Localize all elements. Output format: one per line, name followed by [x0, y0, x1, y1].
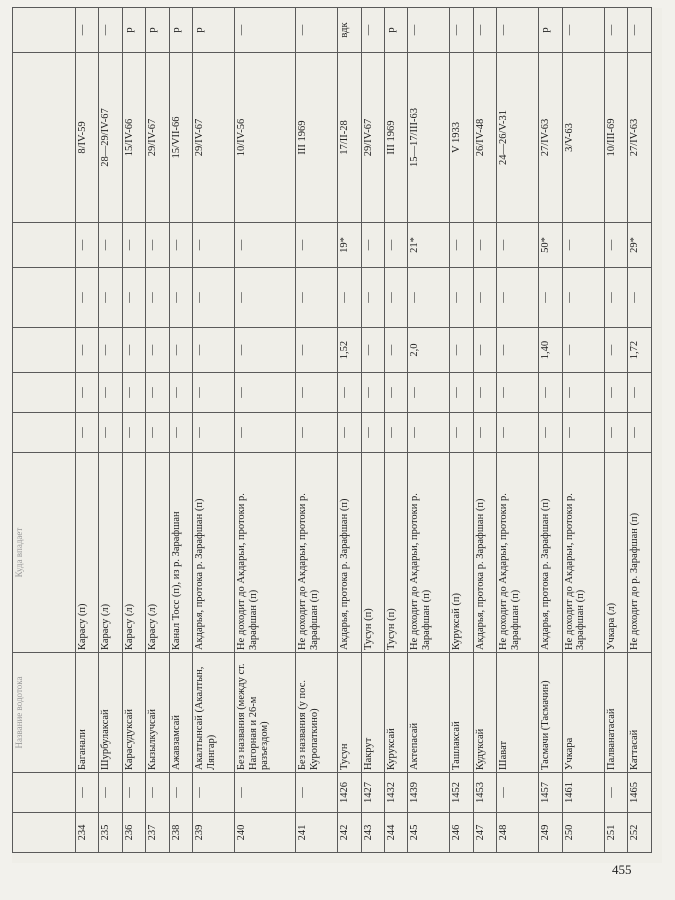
cell-c6: —	[539, 373, 562, 413]
cell-no: 236	[122, 813, 145, 853]
cell-no: 240	[235, 813, 296, 853]
cell-code: 1427	[361, 773, 384, 813]
cell-c6: —	[296, 373, 338, 413]
cell-c8: —	[338, 268, 361, 328]
cell-dates: 3/V-63	[562, 53, 604, 223]
cell-c9: —	[604, 223, 627, 268]
cell-where: Тусун (п)	[361, 453, 384, 653]
header-cell: Название водотока	[13, 653, 76, 773]
table-row	[99, 8, 122, 853]
cell-name: Ажавзамсай	[169, 653, 192, 773]
cell-dates: 15/VII-66	[169, 53, 192, 223]
cell-code: —	[76, 773, 99, 813]
cell-name: Каттасай	[628, 653, 652, 773]
cell-no: 238	[169, 813, 192, 853]
cell-c6: —	[338, 373, 361, 413]
cell-mark: р	[146, 8, 169, 53]
cell-c5: —	[235, 413, 296, 453]
table-row	[408, 8, 450, 853]
cell-dates: 15/IV-66	[122, 53, 145, 223]
table-row	[235, 8, 296, 853]
cell-no: 247	[473, 813, 496, 853]
cell-c6: —	[99, 373, 122, 413]
cell-c8: —	[384, 268, 407, 328]
cell-c9: 50*	[539, 223, 562, 268]
cell-dates: III 1969	[384, 53, 407, 223]
cell-code: 1432	[384, 773, 407, 813]
cell-no: 235	[99, 813, 122, 853]
cell-c5: —	[628, 413, 652, 453]
cell-c8: —	[408, 268, 450, 328]
table-row	[604, 8, 627, 853]
cell-c7: 2,0	[408, 328, 450, 373]
cell-c7: 1,40	[539, 328, 562, 373]
document-page	[12, 8, 662, 863]
cell-code: 1452	[450, 773, 473, 813]
cell-name: Актепасай	[408, 653, 450, 773]
table-header-row	[13, 8, 76, 853]
cell-c8: —	[146, 268, 169, 328]
cell-c9: —	[384, 223, 407, 268]
cell-c9: —	[122, 223, 145, 268]
cell-c6: —	[76, 373, 99, 413]
cell-c9: —	[497, 223, 539, 268]
cell-c6: —	[384, 373, 407, 413]
cell-c5: —	[146, 413, 169, 453]
table-row	[169, 8, 192, 853]
table-row	[450, 8, 473, 853]
cell-c8: —	[628, 268, 652, 328]
cell-mark: р	[169, 8, 192, 53]
cell-dates: 26/IV-48	[473, 53, 496, 223]
cell-c7: —	[76, 328, 99, 373]
cell-c9: —	[169, 223, 192, 268]
cell-c5: —	[604, 413, 627, 453]
cell-c8: —	[497, 268, 539, 328]
cell-c5: —	[338, 413, 361, 453]
header-cell	[13, 413, 76, 453]
cell-name: Кызылкучсай	[146, 653, 169, 773]
cell-c6: —	[193, 373, 235, 413]
cell-name: Кудуксай	[473, 653, 496, 773]
cell-where: Не доходит до Акдарьи, протоки р. Зарафшан (п)	[497, 453, 539, 653]
cell-c5: —	[169, 413, 192, 453]
cell-c6: —	[169, 373, 192, 413]
cell-c7: 1,52	[338, 328, 361, 373]
cell-where: Карасу (п)	[76, 453, 99, 653]
cell-mark: —	[450, 8, 473, 53]
cell-dates: 28—29/IV-67	[99, 53, 122, 223]
table-row	[384, 8, 407, 853]
cell-c9: —	[146, 223, 169, 268]
cell-mark: —	[628, 8, 652, 53]
cell-name: Карасудуксай	[122, 653, 145, 773]
header-cell	[13, 328, 76, 373]
header-cell	[13, 8, 76, 53]
cell-c7: —	[604, 328, 627, 373]
cell-where: Не доходит до Акдарьи, протоки р. Зарафшан (п)	[562, 453, 604, 653]
cell-no: 249	[539, 813, 562, 853]
cell-c5: —	[408, 413, 450, 453]
cell-mark: —	[361, 8, 384, 53]
header-cell	[13, 813, 76, 853]
cell-c5: —	[384, 413, 407, 453]
cell-c7: —	[169, 328, 192, 373]
cell-where: Акдарья, протока р. Зарафшан (п)	[473, 453, 496, 653]
cell-name: Тусун	[338, 653, 361, 773]
cell-c9: —	[450, 223, 473, 268]
cell-mark: р	[193, 8, 235, 53]
cell-name: Палванатасай	[604, 653, 627, 773]
header-cell	[13, 268, 76, 328]
cell-no: 243	[361, 813, 384, 853]
cell-c7: —	[473, 328, 496, 373]
cell-c6: —	[235, 373, 296, 413]
cell-code: 1453	[473, 773, 496, 813]
cell-no: 250	[562, 813, 604, 853]
table-row	[122, 8, 145, 853]
cell-c6: —	[408, 373, 450, 413]
cell-dates: 24—26/V-31	[497, 53, 539, 223]
cell-no: 248	[497, 813, 539, 853]
cell-code: —	[169, 773, 192, 813]
cell-mark: —	[235, 8, 296, 53]
cell-c7: 1,72	[628, 328, 652, 373]
cell-dates: 17/II-28	[338, 53, 361, 223]
table-row	[473, 8, 496, 853]
cell-c8: —	[76, 268, 99, 328]
cell-dates: V 1933	[450, 53, 473, 223]
cell-c5: —	[562, 413, 604, 453]
cell-code: —	[193, 773, 235, 813]
cell-where: Карасу (л)	[99, 453, 122, 653]
cell-code: 1461	[562, 773, 604, 813]
cell-c9: —	[361, 223, 384, 268]
cell-mark: вдк	[338, 8, 361, 53]
cell-c9: 29*	[628, 223, 652, 268]
cell-c6: —	[450, 373, 473, 413]
table-row	[193, 8, 235, 853]
cell-name: Акалтынсай (Акалтын, Лянгар)	[193, 653, 235, 773]
cell-c7: —	[384, 328, 407, 373]
cell-no: 252	[628, 813, 652, 853]
cell-c6: —	[628, 373, 652, 413]
cell-c8: —	[99, 268, 122, 328]
cell-mark: р	[384, 8, 407, 53]
cell-c8: —	[122, 268, 145, 328]
header-cell	[13, 773, 76, 813]
cell-where: Канал Тосс (п), из р. Зарафшан	[169, 453, 192, 653]
cell-c8: —	[193, 268, 235, 328]
cell-name: Без названия (у пос. Куропаткино)	[296, 653, 338, 773]
cell-c7: —	[361, 328, 384, 373]
cell-code: —	[497, 773, 539, 813]
cell-mark: р	[539, 8, 562, 53]
cell-name: Тасмачи (Тасмачин)	[539, 653, 562, 773]
cell-c9: —	[99, 223, 122, 268]
cell-c7: —	[146, 328, 169, 373]
cell-dates: 8/IV-59	[76, 53, 99, 223]
cell-c7: —	[296, 328, 338, 373]
cell-mark: —	[497, 8, 539, 53]
cell-no: 234	[76, 813, 99, 853]
table-row	[146, 8, 169, 853]
header-cell	[13, 373, 76, 413]
cell-where: Акдарья, протока р. Зарафшан (п)	[338, 453, 361, 653]
cell-c8: —	[604, 268, 627, 328]
cell-code: —	[235, 773, 296, 813]
cell-c6: —	[361, 373, 384, 413]
cell-name: Ташлаксай	[450, 653, 473, 773]
cell-where: Карасу (л)	[146, 453, 169, 653]
cell-where: Не доходит до р. Зарафшан (п)	[628, 453, 652, 653]
cell-code: 1426	[338, 773, 361, 813]
cell-dates: 29/IV-67	[361, 53, 384, 223]
cell-c7: —	[122, 328, 145, 373]
cell-where: Не доходит до Акдарьи, протоки р. Зарафшан (п)	[296, 453, 338, 653]
cell-code: 1457	[539, 773, 562, 813]
cell-code: —	[604, 773, 627, 813]
cell-c7: —	[235, 328, 296, 373]
cell-dates: 29/IV-67	[193, 53, 235, 223]
table-row	[539, 8, 562, 853]
cell-c5: —	[193, 413, 235, 453]
cell-dates: 10/III-69	[604, 53, 627, 223]
cell-c8: —	[562, 268, 604, 328]
cell-c5: —	[361, 413, 384, 453]
cell-c6: —	[473, 373, 496, 413]
cell-dates: 27/IV-63	[628, 53, 652, 223]
table-row	[76, 8, 99, 853]
cell-c5: —	[497, 413, 539, 453]
cell-c9: —	[296, 223, 338, 268]
header-cell: Куда впадает	[13, 453, 76, 653]
cell-c9: 19*	[338, 223, 361, 268]
cell-mark: р	[122, 8, 145, 53]
cell-c8: —	[473, 268, 496, 328]
table-row	[562, 8, 604, 853]
cell-c6: —	[497, 373, 539, 413]
rotated-table-container	[12, 8, 652, 853]
cell-where: Тусун (п)	[384, 453, 407, 653]
cell-c5: —	[450, 413, 473, 453]
cell-dates: 15—17/III-63	[408, 53, 450, 223]
cell-c7: —	[450, 328, 473, 373]
cell-c9: 21*	[408, 223, 450, 268]
cell-where: Учкара (л)	[604, 453, 627, 653]
cell-c8: —	[539, 268, 562, 328]
cell-where: Не доходит до Акдарьи, протоки р. Зарафшан (п)	[235, 453, 296, 653]
cell-c9: —	[76, 223, 99, 268]
cell-c8: —	[296, 268, 338, 328]
cell-c7: —	[99, 328, 122, 373]
cell-mark: —	[76, 8, 99, 53]
cell-no: 251	[604, 813, 627, 853]
table-row	[338, 8, 361, 853]
cell-c5: —	[539, 413, 562, 453]
cell-where: Акдарья, протока р. Зарафшан (п)	[193, 453, 235, 653]
cell-name: Без названия (между ст. Нагорная и 26-м разъездом)	[235, 653, 296, 773]
cell-name: Шурбулаксай	[99, 653, 122, 773]
cell-where: Карасу (л)	[122, 453, 145, 653]
cell-name: Шават	[497, 653, 539, 773]
table-row	[361, 8, 384, 853]
cell-c5: —	[99, 413, 122, 453]
cell-c6: —	[122, 373, 145, 413]
cell-c7: —	[497, 328, 539, 373]
header-cell	[13, 53, 76, 223]
cell-code: —	[99, 773, 122, 813]
header-cell	[13, 223, 76, 268]
cell-where: Куруксай (п)	[450, 453, 473, 653]
cell-c6: —	[146, 373, 169, 413]
cell-no: 237	[146, 813, 169, 853]
cell-dates: 10/IV-56	[235, 53, 296, 223]
cell-c9: —	[562, 223, 604, 268]
cell-c8: —	[361, 268, 384, 328]
cell-no: 239	[193, 813, 235, 853]
cell-no: 245	[408, 813, 450, 853]
cell-no: 242	[338, 813, 361, 853]
table-row	[296, 8, 338, 853]
cell-code: —	[122, 773, 145, 813]
cell-no: 244	[384, 813, 407, 853]
cell-code: —	[296, 773, 338, 813]
cell-c8: —	[169, 268, 192, 328]
cell-no: 246	[450, 813, 473, 853]
table-row	[497, 8, 539, 853]
cell-where: Акдарья, протока р. Зарафшан (п)	[539, 453, 562, 653]
cell-dates: III 1969	[296, 53, 338, 223]
cell-c6: —	[604, 373, 627, 413]
cell-c9: —	[235, 223, 296, 268]
cell-mark: —	[604, 8, 627, 53]
cell-mark: —	[99, 8, 122, 53]
cell-name: Учкара	[562, 653, 604, 773]
cell-dates: 29/IV-67	[146, 53, 169, 223]
cell-c5: —	[296, 413, 338, 453]
cell-no: 241	[296, 813, 338, 853]
cell-code: 1439	[408, 773, 450, 813]
cell-c5: —	[473, 413, 496, 453]
cell-c7: —	[562, 328, 604, 373]
cell-c5: —	[76, 413, 99, 453]
page-number: 455	[612, 862, 632, 877]
cell-dates: 27/IV-63	[539, 53, 562, 223]
cell-c5: —	[122, 413, 145, 453]
cell-name: Накрут	[361, 653, 384, 773]
cell-c7: —	[193, 328, 235, 373]
cell-name: Куруксай	[384, 653, 407, 773]
cell-mark: —	[562, 8, 604, 53]
cell-code: 1465	[628, 773, 652, 813]
cell-c8: —	[235, 268, 296, 328]
cell-where: Не доходит до Акдарьи, протоки р. Зарафшан (п)	[408, 453, 450, 653]
cell-c9: —	[193, 223, 235, 268]
table-row	[628, 8, 652, 853]
cell-c6: —	[562, 373, 604, 413]
cell-mark: —	[296, 8, 338, 53]
cell-name: Баганали	[76, 653, 99, 773]
data-table	[12, 7, 652, 853]
cell-c8: —	[450, 268, 473, 328]
cell-code: —	[146, 773, 169, 813]
cell-c9: —	[473, 223, 496, 268]
cell-mark: —	[473, 8, 496, 53]
cell-mark: —	[408, 8, 450, 53]
